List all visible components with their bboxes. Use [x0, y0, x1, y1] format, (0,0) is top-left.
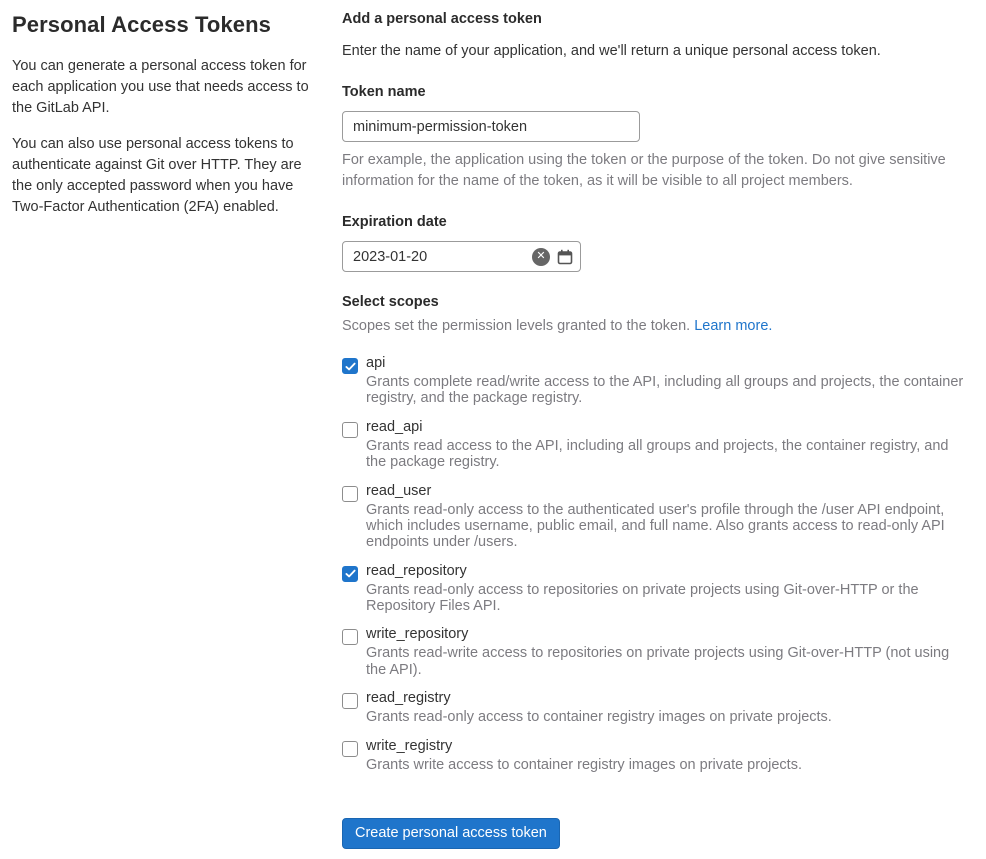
scope-label-read-api[interactable]: read_api	[366, 418, 423, 435]
scope-label-write-repository[interactable]: write_repository	[366, 626, 469, 643]
form-heading: Add a personal access token	[342, 11, 542, 27]
scope-label-read-user[interactable]: read_user	[366, 482, 432, 499]
scope-checkbox-read-repository[interactable]	[342, 566, 358, 582]
expiration-date-field	[342, 241, 581, 272]
form-subheading: Enter the name of your application, and we'll return a unique personal access token.	[342, 43, 881, 59]
create-token-button[interactable]: Create personal access token	[342, 818, 560, 849]
scope-checkbox-read-user[interactable]	[342, 486, 358, 502]
scope-description-api: Grants complete read/write access to the API, including all groups and projects, the container registry, and the package registry.	[366, 374, 964, 407]
token-name-input[interactable]	[342, 111, 640, 142]
add-token-form	[342, 10, 966, 849]
page-title: Personal Access Tokens	[12, 12, 271, 37]
scope-checkbox-api[interactable]	[342, 358, 358, 374]
scope-checkbox-read-api[interactable]	[342, 422, 358, 438]
scope-row-api	[342, 355, 966, 411]
scope-description-write-registry: Grants write access to container registry images on private projects.	[366, 756, 802, 773]
expiration-date-group	[342, 214, 966, 272]
select-scopes-group	[342, 294, 966, 777]
scope-row-read-registry	[342, 690, 966, 729]
intro-paragraph-2: You can also use personal access tokens to authenticate against Git over HTTP. They are the only accepted password when you have Two-Factor Authentication (2FA) enabled.	[12, 136, 302, 216]
scope-row-write-repository	[342, 626, 966, 682]
learn-more-link[interactable]: Learn more.	[694, 318, 773, 335]
scope-row-read-api	[342, 419, 966, 475]
clear-date-icon[interactable]: ✕	[532, 248, 550, 266]
scope-label-api[interactable]: api	[366, 355, 386, 372]
intro-paragraph-1: You can generate a personal access token for each application you use that needs access to the GitLab API.	[12, 58, 309, 117]
scope-row-write-registry	[342, 738, 966, 777]
scope-label-write-registry[interactable]: write_registry	[366, 737, 453, 754]
scope-description-read-api: Grants read access to the API, including all groups and projects, the container registry, and the package registry.	[366, 437, 949, 471]
scope-row-read-repository	[342, 563, 966, 619]
scope-description-write-repository: Grants read-write access to repositories on private projects using Git-over-HTTP (not using the API).	[366, 645, 950, 678]
scope-label-read-repository[interactable]: read_repository	[366, 562, 467, 579]
select-scopes-label: Select scopes	[342, 294, 439, 311]
expiration-date-label: Expiration date	[342, 214, 447, 231]
token-name-label: Token name	[342, 84, 426, 100]
scopes-help-text: Scopes set the permission levels granted to the token.	[342, 318, 691, 335]
scope-description-read-registry: Grants read-only access to container registry images on private projects.	[366, 709, 832, 726]
token-name-help: For example, the application using the token or the purpose of the token. Do not give sensitive information for the name of the token, as it will be visible to all project members.	[342, 152, 946, 190]
scope-description-read-repository: Grants read-only access to repositories on private projects using Git-over-HTTP or the Repository Files API.	[366, 581, 919, 615]
token-name-group	[342, 84, 966, 192]
scope-checkbox-write-repository[interactable]	[342, 629, 358, 645]
scopes-help	[342, 316, 966, 337]
scope-checkbox-write-registry[interactable]	[342, 741, 358, 757]
scope-label-read-registry[interactable]: read_registry	[366, 690, 451, 707]
scope-row-read-user	[342, 483, 966, 555]
expiration-date-icons	[532, 241, 573, 272]
calendar-icon[interactable]	[557, 249, 573, 265]
scope-checkbox-read-registry[interactable]	[342, 693, 358, 709]
scope-description-read-user: Grants read-only access to the authenticated user's profile through the /user API endpoint, which includes username, public email, and full name. Also grants access to read-only API endpoints under /users.	[366, 501, 945, 551]
settings-description-column	[12, 10, 314, 849]
